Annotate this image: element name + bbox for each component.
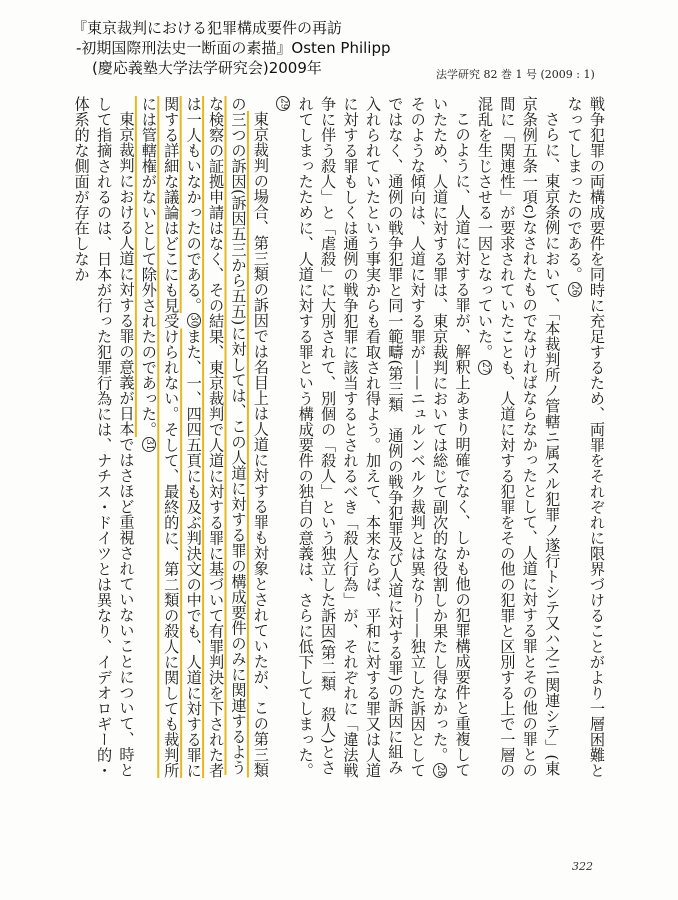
paragraph-5 <box>70 96 137 790</box>
highlighted-passage-1: 東京裁判の場合、第三類の訴因では名目上は人道に対する罪も対象とされていたが、この第三類の三つの訴因(訴因五三から五五)に対しては、この人道に対する罪の構成要件のみに関連するような検察の証拠申請はなく、その結果、東京裁判で人道に対する罪に基づいて有罪判決を下された者は一人もいなかったのである。 <box>184 96 270 778</box>
paragraph-3-text-a: このように、人道に対する罪が、解釈上あまり明確でなく、しかも他の犯罪構成要件と重複していたため、人道に対する罪は、東京裁判においては総じて副次的な役割しか果たし得なかった。 <box>431 96 472 778</box>
citation-line-2: -初期国際刑法史一断面の素描』Osten Philipp <box>76 39 391 57</box>
paragraph-3-text-b: そのような傾向は、人道に対する罪が——ニュルンベルク裁判とは異なり——独立した訴因としてではなく、通例の戦争犯罪と同一範疇(第三類 通例の戦争犯罪及び人道に対する罪)の訴因に組み入れられていたという事実からも看取され得よう。加えて、本来ならば、平和に対する罪又は人道に対する罪もしくは通例の戦争犯罪に該当するとされるべき「殺人行為」が、それぞれに「違法戦争に伴う殺人」と「虐殺」に大別されて、別個の「殺人」という独立した訴因(第二類 殺人)とされてしまったために、人道に対する罪という構成要件の独自の意義は、さらに低下してしまった。 <box>296 96 427 778</box>
footnote-ref-27: 27 <box>479 361 490 373</box>
footnote-ref-31: 31 <box>143 439 154 451</box>
paragraph-2-text: さらに、東京条例において、「本裁判所ノ管轄ニ属スル犯罪ノ遂行トシテ又ハ之ニ関連シテ」(東京条例五条一項c)なされたものでなければならなかったとして、人道に対する罪とその他の罪との間に「関連性」が要求されていたことも、人道に対する犯罪をその他の犯罪と区別する上で一層の混乱を生じさせる一因となっていた。 <box>475 96 562 778</box>
footnote-ref-26: 26 <box>569 284 580 296</box>
paragraph-3 <box>272 96 474 790</box>
paragraph-5-text: 東京裁判における人道に対する罪の意義が日本ではさほど重視されていないことについて、時として指摘されるのは、日本が行った犯罪行為には、ナチス・ドイツとは異なり、イデオロギー的・体系的な側面が存在しなか <box>72 96 136 778</box>
article-body <box>72 96 608 790</box>
highlighted-passage-2: また、一、四四五頁にも及ぶ判決文の中でも、人道に対する罪に関する詳細な議論はどこにも見受けられない。そして、最終的に、第二類の殺人に関しても裁判所には管轄権がないとして除外されたのであった。 <box>139 96 203 778</box>
footnote-ref-30: 30 <box>188 315 199 327</box>
citation-line-1: 『東京裁判における犯罪構成要件の再訪 <box>72 19 343 37</box>
footnote-ref-28: 28 <box>435 764 446 776</box>
paragraph-4 <box>137 96 271 790</box>
paragraph-1 <box>563 96 608 790</box>
paragraph-2 <box>474 96 564 790</box>
handwritten-citation-note <box>72 18 402 78</box>
paragraph-1-text: 戦争犯罪の両構成要件を同時に充足するため、両罪をそれぞれに限界づけることがより一層困難となってしまったのである。 <box>565 96 606 778</box>
footnote-ref-29: 29 <box>278 98 289 110</box>
journal-reference: 法学研究 82 巻 1 号 (2009 : 1) <box>436 68 595 81</box>
page-number: 322 <box>572 860 593 873</box>
citation-line-3: (慶応義塾大学法学研究会)2009年 <box>92 59 322 77</box>
